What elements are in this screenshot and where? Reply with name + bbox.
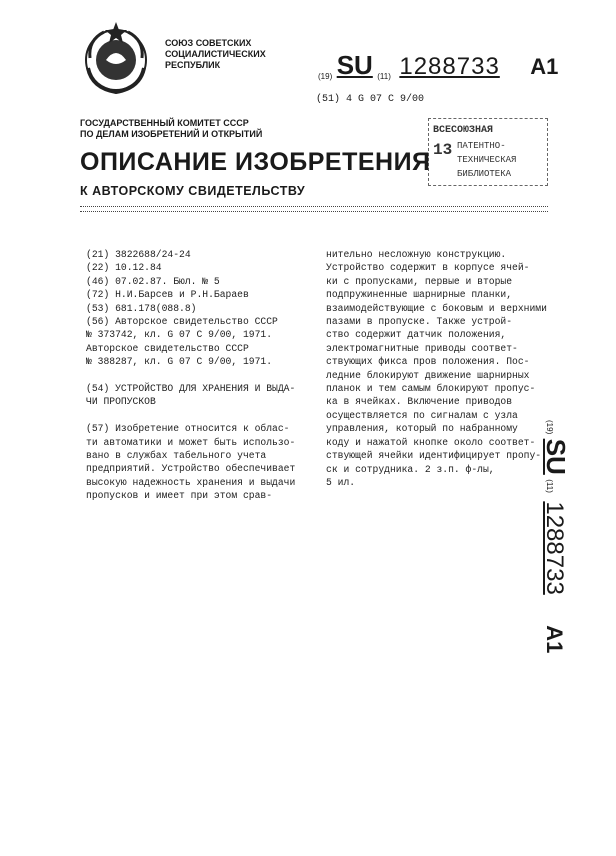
biblio-line: (53) 681.178(088.8) <box>86 302 197 314</box>
patent-number: 1288733 <box>399 53 500 80</box>
abstract-line: пазами в пропуске. Также устрой- <box>326 316 513 328</box>
biblio-line: № 373742, кл. G 07 C 9/00, 1971. <box>86 329 273 341</box>
abstract-line: ство содержит датчик положения, <box>326 329 507 341</box>
abstract-line: осуществляется по сигналам с узла <box>326 409 518 421</box>
stamp-line: ПАТЕНТНО- <box>457 141 506 151</box>
abstract-line: ти автоматики и может быть использо- <box>86 436 296 448</box>
biblio-line: (46) 07.02.87. Бюл. № 5 <box>86 275 220 287</box>
biblio-line: (21) 3822688/24-24 <box>86 249 191 260</box>
org-line: СОЦИАЛИСТИЧЕСКИХ <box>165 49 266 59</box>
number-label: (11) <box>377 72 391 81</box>
abstract-line: коду и нажатой кнопке около соответ- <box>326 436 536 448</box>
side-publication-number <box>536 420 576 670</box>
abstract-line: Устройство содержит в корпусе ячей- <box>326 262 530 274</box>
committee-line: ГОСУДАРСТВЕННЫЙ КОМИТЕТ СССР <box>80 118 249 128</box>
invention-title-line: ЧИ ПРОПУСКОВ <box>86 396 156 408</box>
abstract-line: ледние блокируют движение шарнирных <box>326 369 530 381</box>
side-country-code: SU <box>541 438 571 475</box>
abstract-line: взаимодействующие с боковым и верхними <box>326 302 547 314</box>
biblio-line: (56) Авторское свидетельство СССР <box>86 316 278 328</box>
committee-name <box>80 118 262 140</box>
publication-number <box>318 50 558 80</box>
bibliographic-column <box>86 248 295 503</box>
ipc-classification: (51) 4 G 07 C 9/00 <box>316 94 425 105</box>
library-stamp <box>428 118 548 186</box>
abstract-line: ствующих фикса пров положения. Пос- <box>326 356 530 368</box>
abstract-line: планок и тем самым блокируют пропус- <box>326 383 536 395</box>
abstract-line: 5 ил. <box>326 476 356 488</box>
invention-title-line: (54) УСТРОЙСТВО ДЛЯ ХРАНЕНИЯ И ВЫДА- <box>86 383 296 395</box>
abstract-continuation-column <box>326 248 547 489</box>
org-line: РЕСПУБЛИК <box>165 60 221 70</box>
divider <box>80 211 548 212</box>
abstract-line: ск и сотрудника. 2 з.п. ф-лы, <box>326 463 495 475</box>
stamp-line: ТЕХНИЧЕСКАЯ <box>457 155 517 165</box>
document-subtitle: К АВТОРСКОМУ СВИДЕТЕЛЬСТВУ <box>80 184 306 198</box>
abstract-line: ки с пропусками, первые и вторые <box>326 275 513 287</box>
abstract-line: пропусков и имеет при этом срав- <box>86 490 273 502</box>
biblio-line: № 388287, кл. G 07 C 9/00, 1971. <box>86 356 273 368</box>
abstract-line: предприятий. Устройство обеспечивает <box>86 463 296 475</box>
abstract-line: ка в ячейках. Включение приводов <box>326 396 513 408</box>
side-country-code-label: (19) <box>545 420 554 435</box>
ussr-emblem-icon <box>76 18 156 98</box>
side-patent-number: 1288733 <box>541 501 568 595</box>
abstract-line: вано в службах табельного учета <box>86 450 267 462</box>
side-kind-code: A1 <box>542 625 567 654</box>
committee-line: ПО ДЕЛАМ ИЗОБРЕТЕНИЙ И ОТКРЫТИЙ <box>80 129 263 139</box>
stamp-line: ВСЕСОЮЗНАЯ <box>433 125 494 136</box>
stamp-line: БИБЛИОТЕКА <box>457 169 512 179</box>
biblio-line: Авторское свидетельство СССР <box>86 342 249 354</box>
document-title: ОПИСАНИЕ ИЗОБРЕТЕНИЯ <box>80 148 431 176</box>
biblio-line: (22) 10.12.84 <box>86 262 162 274</box>
divider <box>80 206 548 207</box>
side-number-label: (11) <box>545 479 554 493</box>
stamp-line: 13 <box>433 141 453 159</box>
organization-name <box>165 38 266 71</box>
abstract-line: нительно несложную конструкцию. <box>326 249 507 260</box>
abstract-line: ствующей ячейки идентифицирует пропу- <box>326 450 542 462</box>
abstract-line: управления, который по набранному <box>326 423 518 435</box>
abstract-line: электромагнитные приводы соответ- <box>326 342 518 354</box>
org-line: СОЮЗ СОВЕТСКИХ <box>165 38 252 48</box>
biblio-line: (72) Н.И.Барсев и Р.Н.Бараев <box>86 289 249 301</box>
abstract-line: подпружиненные шарнирные планки, <box>326 289 513 301</box>
abstract-line: (57) Изобретение относится к облас- <box>86 423 290 435</box>
kind-code: A1 <box>530 54 559 79</box>
country-code: SU <box>336 50 373 80</box>
country-code-label: (19) <box>318 72 333 81</box>
abstract-line: высокую надежность хранения и выдачи <box>86 476 296 488</box>
